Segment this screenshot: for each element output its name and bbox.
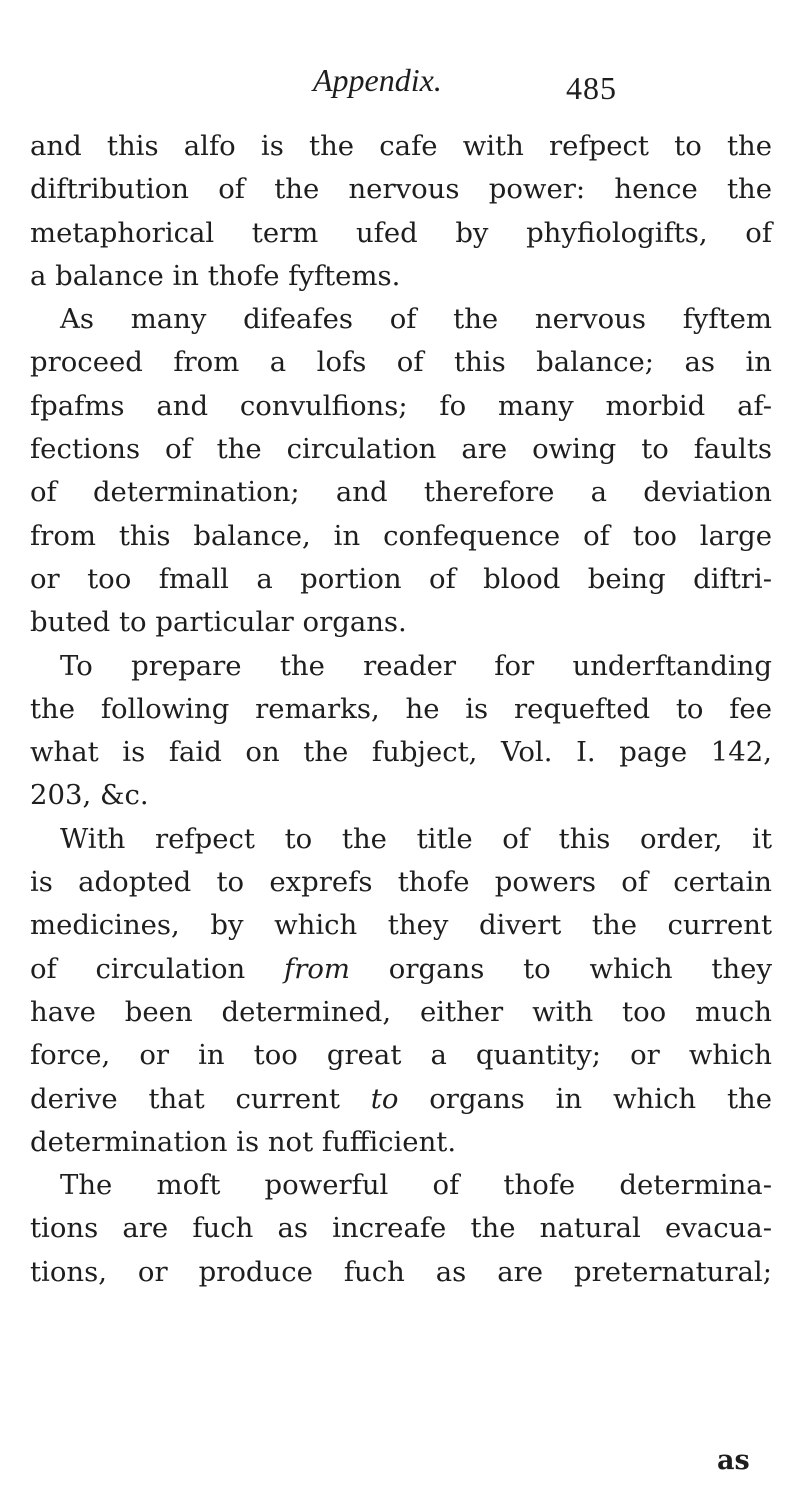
text-line: proceed from a lofs of this balance; as in bbox=[30, 346, 772, 379]
italic-word: from bbox=[284, 952, 351, 985]
text-line-with-italic bbox=[30, 948, 772, 991]
text-line: buted to particular organs. bbox=[30, 606, 407, 639]
text-line: is adopted to exprefs thofe powers of certain bbox=[30, 866, 772, 899]
catchword: as bbox=[717, 1445, 750, 1476]
text-run: organs in which the bbox=[398, 1082, 772, 1115]
text-line: from this balance, in confequence of too large bbox=[30, 519, 772, 552]
paragraph-start-line: To prepare the reader for underftanding bbox=[60, 649, 772, 682]
text-line: 203, &c. bbox=[30, 779, 149, 812]
text-line: have been determined, either with too much bbox=[30, 995, 772, 1028]
text-line: a balance in thofe fyftems. bbox=[30, 259, 401, 292]
text-run: derive that current bbox=[30, 1082, 371, 1115]
text-line: the following remarks, he is requefted to fee bbox=[30, 692, 772, 725]
text-line: fections of the circulation are owing to faults bbox=[30, 433, 772, 466]
paragraph-start-line: The moft powerful of thofe determina- bbox=[60, 1169, 772, 1202]
text-line: or too fmall a portion of blood being diftri- bbox=[30, 562, 772, 595]
text-line: diftribution of the nervous power: hence the bbox=[30, 173, 772, 206]
italic-word: to bbox=[370, 1082, 399, 1115]
text-run: of circulation bbox=[30, 952, 285, 985]
page-header bbox=[0, 62, 800, 122]
paragraph-start-line: As many difeafes of the nervous fyftem bbox=[60, 303, 772, 336]
text-line: and this alfo is the cafe with refpect to the bbox=[30, 130, 772, 162]
text-line: metaphorical term ufed by phyfiologifts, of bbox=[30, 216, 772, 249]
page-number: 485 bbox=[566, 70, 617, 106]
text-line-with-italic bbox=[30, 1078, 772, 1121]
running-head: Appendix. bbox=[313, 62, 442, 98]
paragraph-start-line: With refpect to the title of this order, it bbox=[60, 822, 772, 855]
text-line: of determination; and therefore a deviation bbox=[30, 476, 772, 509]
text-line: force, or in too great a quantity; or which bbox=[30, 1039, 772, 1072]
text-line: medicines, by which they divert the current bbox=[30, 909, 772, 942]
text-line: fpafms and convulfions; fo many morbid af- bbox=[30, 389, 772, 422]
text-line: tions, or produce fuch as are preternatural; bbox=[30, 1255, 772, 1288]
text-run: organs to which they bbox=[350, 952, 772, 985]
text-line: what is faid on the fubject, Vol. I. page 142, bbox=[30, 736, 772, 769]
text-line: tions are fuch as increafe the natural evacua- bbox=[30, 1212, 772, 1245]
body-text bbox=[30, 125, 772, 1294]
text-line: determination is not fufficient. bbox=[30, 1125, 457, 1158]
